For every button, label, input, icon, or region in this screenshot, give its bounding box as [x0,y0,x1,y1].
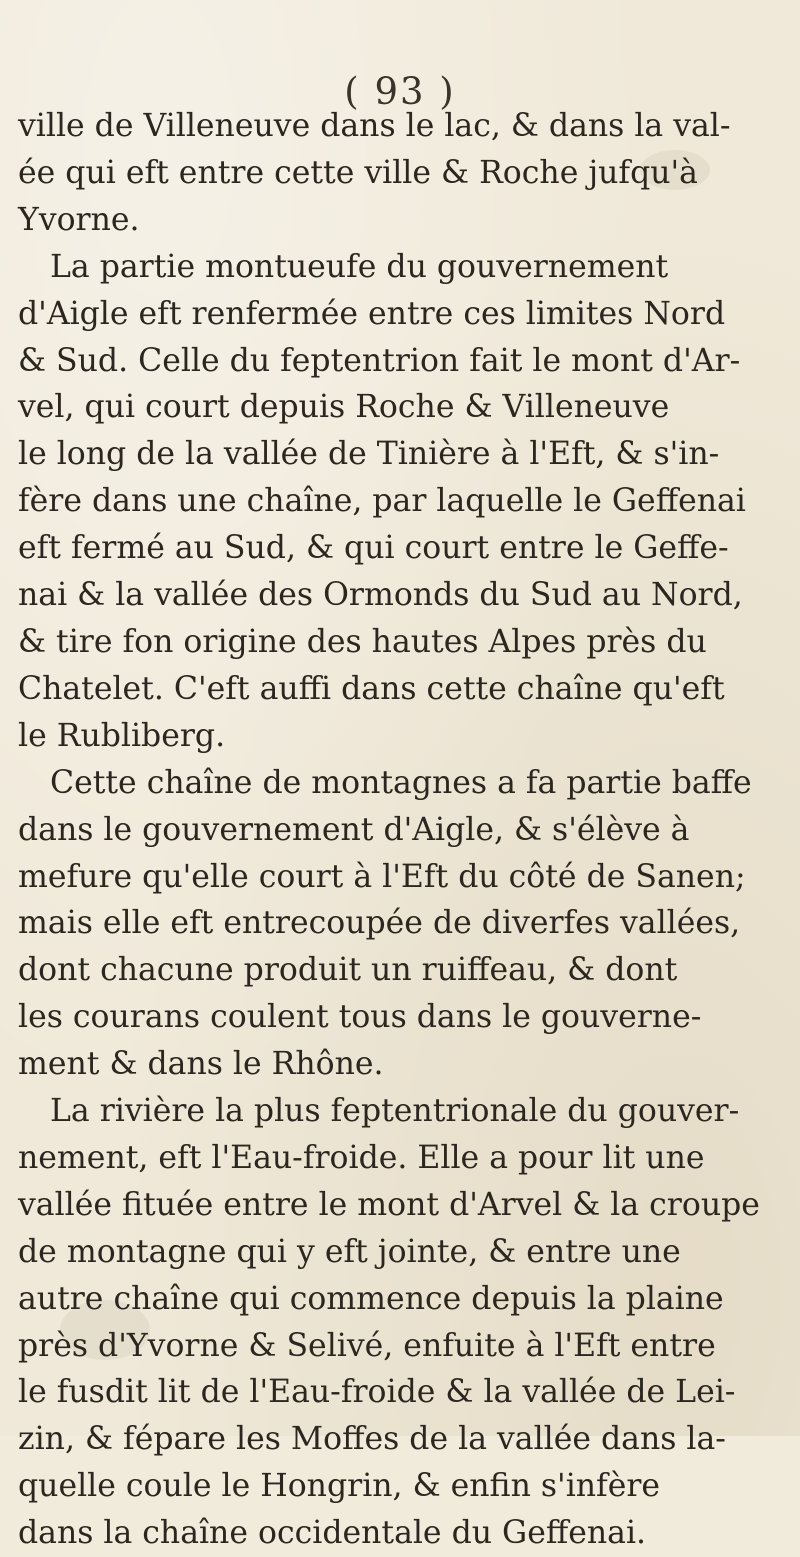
text-line: vel, qui court depuis Roche & Villeneuve [18,389,670,426]
text-line: près d'Yvorne & Selivé, enfuite à l'Eft entre [18,1327,716,1364]
text-line: quelle coule le Hongrin, & enfin s'infère [18,1468,661,1505]
text-line: le Rubliberg. [18,717,226,754]
text-line: autre chaîne qui commence depuis la plaine [18,1280,724,1317]
text-line: dans le gouvernement d'Aigle, & s'élève à [18,811,690,848]
text-line: mais elle eft entrecoupée de diverfes vallées, [18,905,741,942]
text-line: vallée fituée entre le mont d'Arvel & la croupe [18,1186,760,1223]
text-line: mefure qu'elle court à l'Eft du côté de Sanen; [18,858,746,895]
text-line: & tire fon origine des hautes Alpes près du [18,623,707,660]
text-line: ville de Villeneuve dans le lac, & dans la val- [18,108,731,144]
text-line: les courans coulent tous dans le gouverne- [18,999,702,1036]
text-line: zin, & fépare les Moffes de la vallée dans la- [18,1421,726,1458]
text-line: eft fermé au Sud, & qui court entre le Geffe- [18,530,729,567]
body-text [18,103,760,1557]
text-line: dont chacune produit un ruiffeau, & dont [18,952,678,989]
paragraph-start-line: La rivière la plus feptentrionale du gouver- [50,1093,740,1130]
text-line: Chatelet. C'eft auffi dans cette chaîne qu'eft [18,670,725,707]
text-line: dans la chaîne occidentale du Geffenai. [18,1515,647,1552]
text-line: d'Aigle eft renfermée entre ces limites Nord [18,295,726,332]
text-line: fère dans une chaîne, par laquelle le Geffenai [18,483,746,520]
text-line: nement, eft l'Eau-froide. Elle a pour lit une [18,1139,705,1176]
paragraph-start-line: Cette chaîne de montagnes a fa partie baffe [50,764,752,801]
text-line: de montagne qui y eft jointe, & entre une [18,1233,681,1270]
text-line: ment & dans le Rhône. [18,1046,384,1083]
text-line: ée qui eft entre cette ville & Roche jufqu'à [18,154,698,191]
text-line: le long de la vallée de Tinière à l'Eft, & s'in- [18,436,720,473]
text-line: Yvorne. [18,201,140,238]
text-line: le fusdit lit de l'Eau-froide & la vallée de Lei- [18,1374,736,1411]
text-line: & Sud. Celle du feptentrion fait le mont d'Ar- [18,342,741,379]
text-line: nai & la vallée des Ormonds du Sud au Nord, [18,577,743,614]
page-number: ( 93 ) [344,70,456,113]
paragraph-start-line: La partie montueufe du gouvernement [50,248,669,285]
